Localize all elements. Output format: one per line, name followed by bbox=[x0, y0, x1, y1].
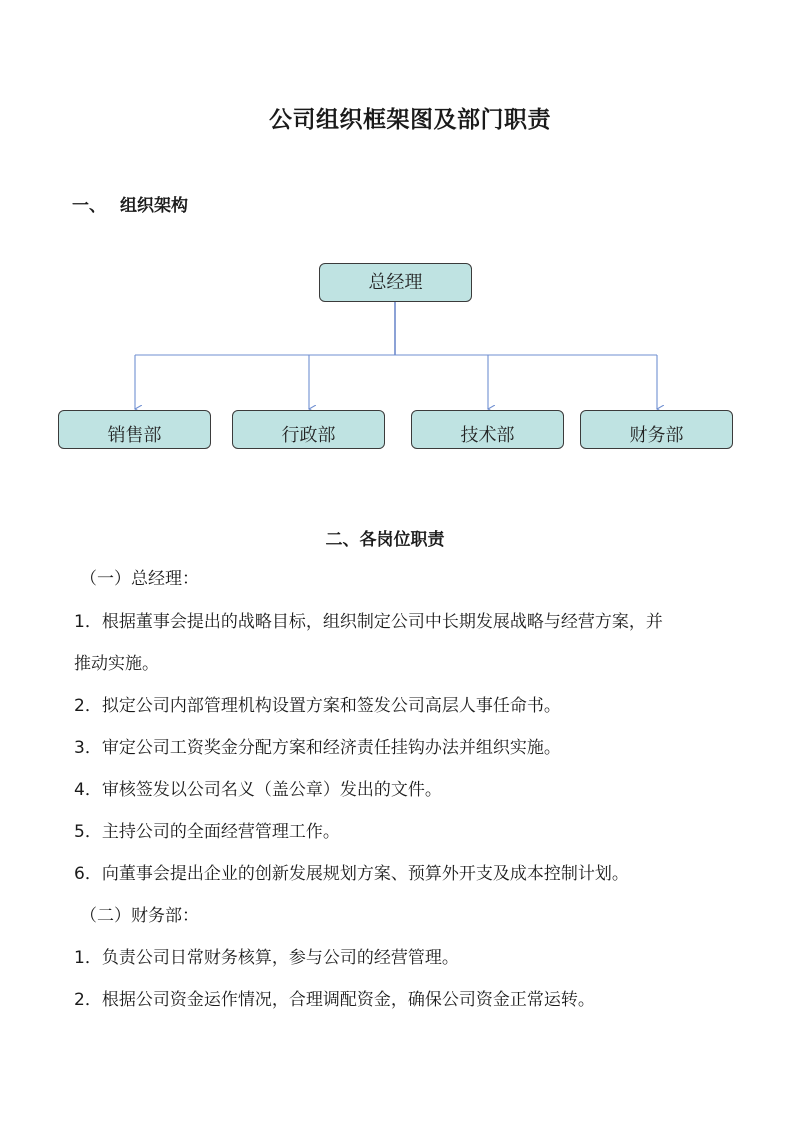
duty-item: 1．负责公司日常财务核算，参与公司的经营管理。 bbox=[74, 948, 459, 968]
org-node-admin: 行政部 bbox=[232, 410, 385, 449]
subheading-general-manager: （一）总经理： bbox=[80, 569, 199, 589]
section-title: 组织架构 bbox=[120, 196, 188, 216]
duty-item: 2．根据公司资金运作情况，合理调配资金，确保公司资金正常运转。 bbox=[74, 990, 595, 1010]
org-node-general-manager: 总经理 bbox=[319, 263, 472, 302]
duty-item: 3．审定公司工资奖金分配方案和经济责任挂钩办法并组织实施。 bbox=[74, 738, 561, 758]
duty-item: 5．主持公司的全面经营管理工作。 bbox=[74, 822, 340, 842]
duty-item: 6．向董事会提出企业的创新发展规划方案、预算外开支及成本控制计划。 bbox=[74, 864, 629, 884]
duty-item: 4．审核签发以公司名义（盖公章）发出的文件。 bbox=[74, 780, 442, 800]
duty-item: 推动实施。 bbox=[74, 654, 159, 674]
org-node-tech: 技术部 bbox=[411, 410, 564, 449]
section-number: 一、 bbox=[72, 196, 106, 216]
org-chart bbox=[0, 250, 800, 460]
org-node-sales: 销售部 bbox=[58, 410, 211, 449]
org-node-finance: 财务部 bbox=[580, 410, 733, 449]
section-heading-duties: 二、各岗位职责 bbox=[325, 530, 445, 550]
page-title: 公司组织框架图及部门职责 bbox=[269, 107, 551, 133]
subheading-finance: （二）财务部： bbox=[80, 906, 199, 926]
duty-item: 1．根据董事会提出的战略目标，组织制定公司中长期发展战略与经营方案，并 bbox=[74, 612, 663, 632]
section-heading-org bbox=[72, 191, 188, 216]
duty-item: 2．拟定公司内部管理机构设置方案和签发公司高层人事任命书。 bbox=[74, 696, 561, 716]
